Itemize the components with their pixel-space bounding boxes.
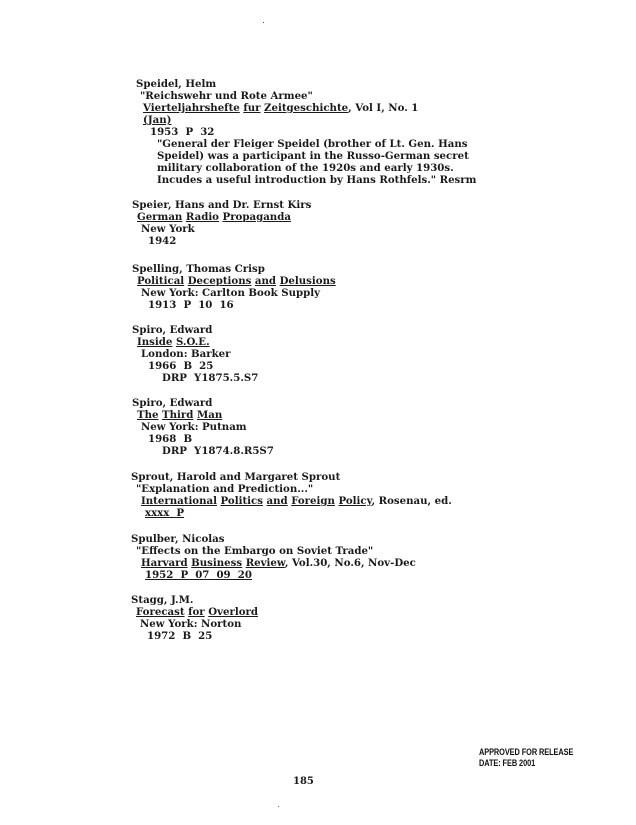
- entry-author: Stagg, J.M.: [131, 594, 194, 606]
- journal-word: Review: [245, 557, 285, 569]
- entry-year-line: [145, 507, 184, 519]
- entry-source: [141, 495, 452, 507]
- page-number: 185: [293, 776, 314, 787]
- source-word: Politics: [220, 495, 263, 507]
- entry-article-title: "Explanation and Prediction...": [136, 483, 314, 495]
- entry-place: New York: Putnam: [141, 421, 247, 433]
- journal-word: Zeitgeschichte: [264, 102, 349, 114]
- entry-title: [137, 409, 222, 421]
- entry-title: [137, 336, 210, 348]
- entry-place: New York: [141, 223, 195, 235]
- entry-author: Spiro, Edward: [132, 324, 213, 336]
- entry-note-line: "General der Fleiger Speidel (brother of Lt. Gen. Hans: [157, 138, 468, 150]
- entry-year-line: 1966 B 25: [148, 360, 214, 372]
- entry-author: Speier, Hans and Dr. Ernst Kirs: [132, 199, 312, 211]
- scan-speck: [278, 806, 279, 807]
- year-placeholder: xxxx P: [145, 507, 185, 519]
- entry-year-line: 1968 B: [148, 433, 193, 445]
- release-stamp-line1: APPROVED FOR RELEASE: [479, 747, 574, 757]
- title-word: German: [137, 211, 183, 223]
- year-line-underlined: 1952 P 07 09 20: [145, 569, 252, 581]
- entry-year-line: 1972 B 25: [147, 630, 213, 642]
- title-word: for: [188, 606, 205, 618]
- entry-journal: [141, 557, 416, 569]
- entry-title: [137, 275, 336, 287]
- journal-details: , Vol.30, No.6, Nov-Dec: [284, 557, 416, 569]
- entry-year-line: 1913 P 10 16: [148, 299, 234, 311]
- title-word: Propaganda: [222, 211, 291, 223]
- source-word: International: [141, 495, 217, 507]
- source-word: Policy: [338, 495, 372, 507]
- journal-word: Vierteljahrshefte: [143, 102, 240, 114]
- entry-author: Spulber, Nicolas: [131, 533, 225, 545]
- entry-author: Speidel, Helm: [136, 78, 217, 90]
- title-word: Overlord: [208, 606, 259, 618]
- entry-note-line: Speidel) was a participant in the Russo-German secret: [157, 150, 469, 162]
- entry-author: Spiro, Edward: [132, 397, 213, 409]
- entry-issue: (Jan): [143, 114, 172, 126]
- entry-article-title: "Effects on the Embargo on Soviet Trade": [136, 545, 374, 557]
- journal-word: Harvard: [141, 557, 188, 569]
- title-word: and: [254, 275, 277, 287]
- journal-word: Business: [191, 557, 243, 569]
- entry-title: [137, 211, 291, 223]
- source-word: Foreign: [291, 495, 335, 507]
- title-word: Forecast: [136, 606, 185, 618]
- source-details: , Rosenau, ed.: [371, 495, 452, 507]
- entry-note-line: military collaboration of the 1920s and early 1930s.: [157, 162, 454, 174]
- entry-year-line: 1942: [148, 235, 177, 247]
- entry-author: Sprout, Harold and Margaret Sprout: [131, 471, 341, 483]
- entry-title: [136, 606, 258, 618]
- entry-author: Spelling, Thomas Crisp: [132, 263, 265, 275]
- title-word: Delusions: [279, 275, 336, 287]
- title-word: Deceptions: [187, 275, 252, 287]
- title-word: Political: [137, 275, 185, 287]
- entry-place: London: Barker: [141, 348, 231, 360]
- title-word: Inside: [137, 336, 173, 348]
- journal-word: fur: [243, 102, 261, 114]
- title-word: Man: [196, 409, 223, 421]
- release-stamp-line2: DATE: FEB 2001: [479, 758, 536, 768]
- title-word: The: [137, 409, 159, 421]
- entry-article-title: "Reichswehr und Rote Armee": [140, 90, 313, 102]
- entry-call-number: DRP Y1875.5.S7: [162, 372, 259, 384]
- entry-place: New York: Carlton Book Supply: [141, 287, 321, 299]
- source-word: and: [266, 495, 288, 507]
- entry-note-line: Incudes a useful introduction by Hans Rothfels." Resrm: [157, 174, 477, 186]
- entry-journal: [143, 102, 418, 114]
- scan-speck: [263, 22, 264, 23]
- entry-year-line: 1953 P 32: [150, 126, 215, 138]
- title-word: S.O.E.: [175, 336, 210, 348]
- title-word: Radio: [185, 211, 219, 223]
- entry-year-line: [145, 569, 252, 581]
- entry-call-number: DRP Y1874.8.R5S7: [162, 445, 274, 457]
- entry-place: New York: Norton: [140, 618, 242, 630]
- title-word: Third: [162, 409, 194, 421]
- journal-details: , Vol I, No. 1: [348, 102, 419, 114]
